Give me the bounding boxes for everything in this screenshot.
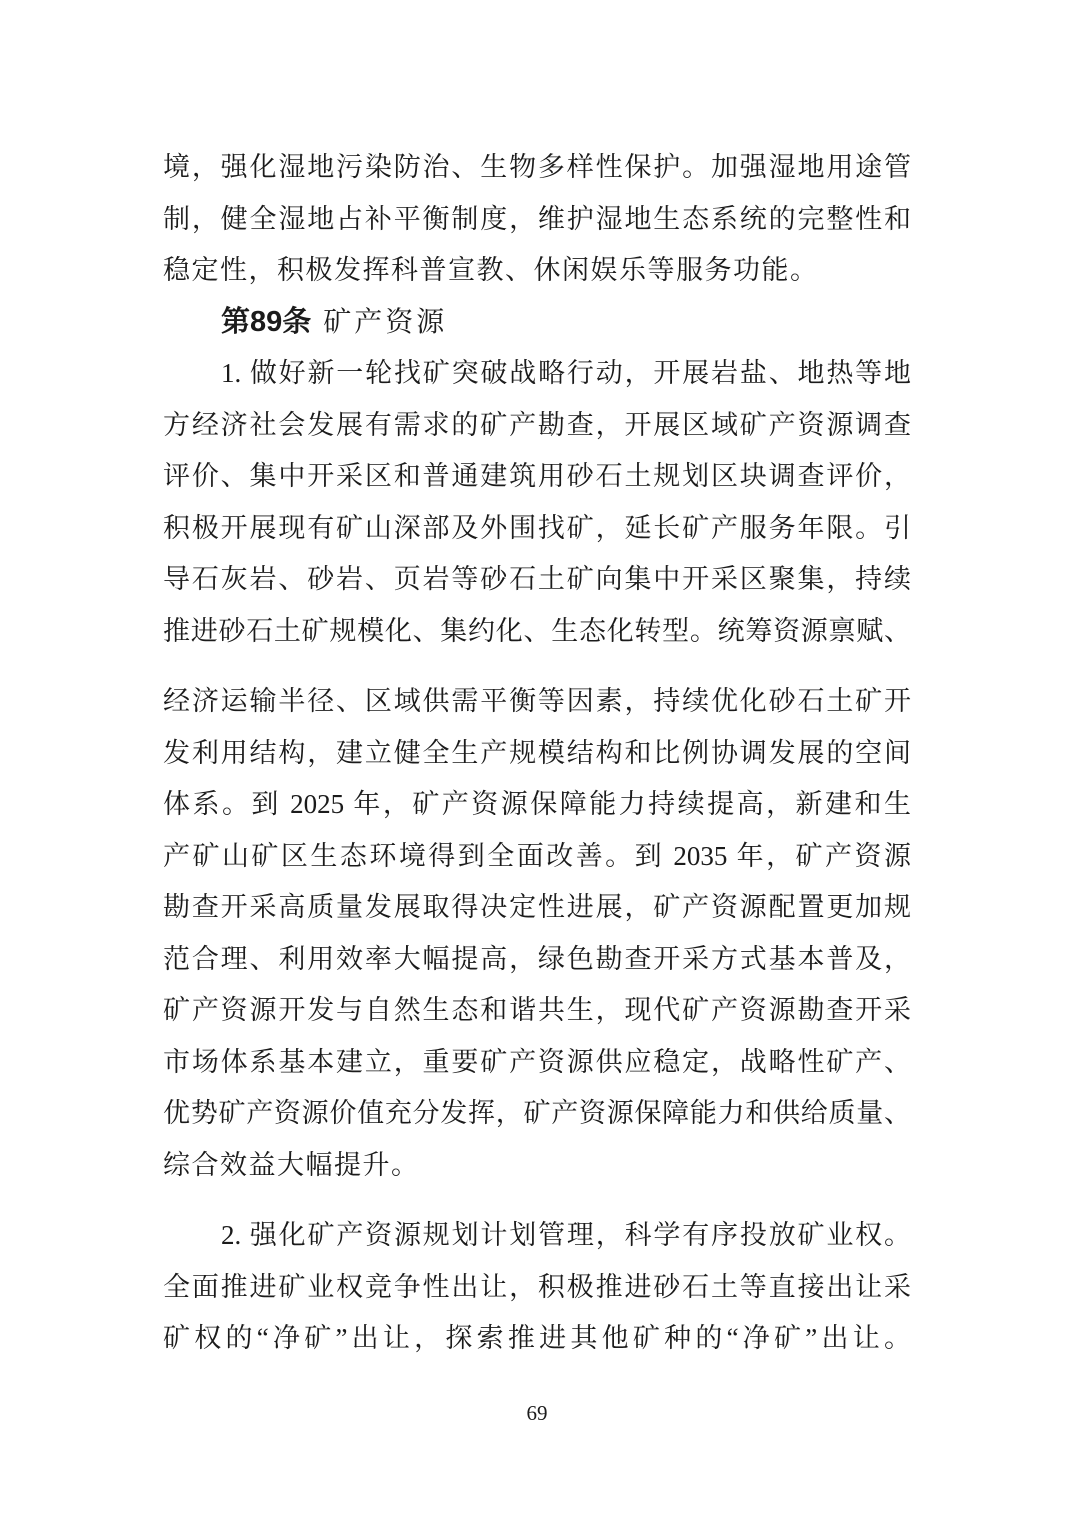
text-line: 矿产资源开发与自然生态和谐共生，现代矿产资源勘查开采 [163, 995, 911, 1025]
text-line: 全面推进矿业权竞争性出让，积极推进砂石土等直接出让采 [163, 1271, 911, 1302]
section-title: 矿产资源 [323, 306, 448, 338]
page-number: 69 [526, 1401, 548, 1425]
text-line: 积极开展现有矿山深部及外围找矿，延长矿产服务年限。引 [163, 512, 911, 543]
text-line: 经济运输半径、区域供需平衡等因素，持续优化砂石土矿开 [163, 686, 911, 716]
text-line: 矿权的“净矿”出让，探索推进其他矿种的“净矿”出让。 [163, 1323, 911, 1353]
text-line: 发利用结构，建立健全生产规模结构和比例协调发展的空间 [163, 737, 911, 768]
text-line: 推进砂石土矿规模化、集约化、生态化转型。统筹资源禀赋、 [163, 615, 911, 646]
text-line: 综合效益大幅提升。 [163, 1149, 420, 1180]
text-line: 产矿山矿区生态环境得到全面改善。到 2035 年，矿产资源 [163, 840, 911, 871]
section-number: 第89条 [221, 305, 312, 338]
paragraph [163, 348, 911, 657]
text-line: 1. 做好新一轮找矿突破战略行动，开展岩盐、地热等地 [221, 358, 911, 388]
text-line: 制，健全湿地占补平衡制度，维护湿地生态系统的完整性和 [163, 203, 911, 234]
text-line: 2. 强化矿产资源规划计划管理，科学有序投放矿业权。 [221, 1220, 911, 1250]
text-line: 评价、集中开采区和普通建筑用砂石土规划区块调查评价， [163, 461, 911, 491]
text-line: 导石灰岩、砂岩、页岩等砂石土矿向集中开采区聚集，持续 [163, 564, 911, 594]
text-line: 体系。到 2025 年，矿产资源保障能力持续提高，新建和生 [163, 789, 911, 819]
text-line: 勘查开采高质量发展取得决定性进展，矿产资源配置更加规 [163, 892, 911, 922]
paragraph [163, 1210, 911, 1365]
paragraph [163, 142, 911, 297]
paragraph [163, 676, 911, 1191]
text-line: 方经济社会发展有需求的矿产勘查，开展区域矿产资源调查 [163, 409, 911, 440]
document-content [163, 142, 911, 1365]
text-line: 优势矿产资源价值充分发挥，矿产资源保障能力和供给质量、 [163, 1098, 911, 1128]
text-line: 范合理、利用效率大幅提高，绿色勘查开采方式基本普及， [163, 943, 911, 974]
text-line: 稳定性，积极发挥科普宣教、休闲娱乐等服务功能。 [163, 255, 819, 285]
text-line: 境，强化湿地污染防治、生物多样性保护。加强湿地用途管 [163, 152, 911, 182]
text-line: 市场体系基本建立，重要矿产资源供应稳定，战略性矿产、 [163, 1046, 911, 1077]
section-heading [163, 297, 911, 349]
